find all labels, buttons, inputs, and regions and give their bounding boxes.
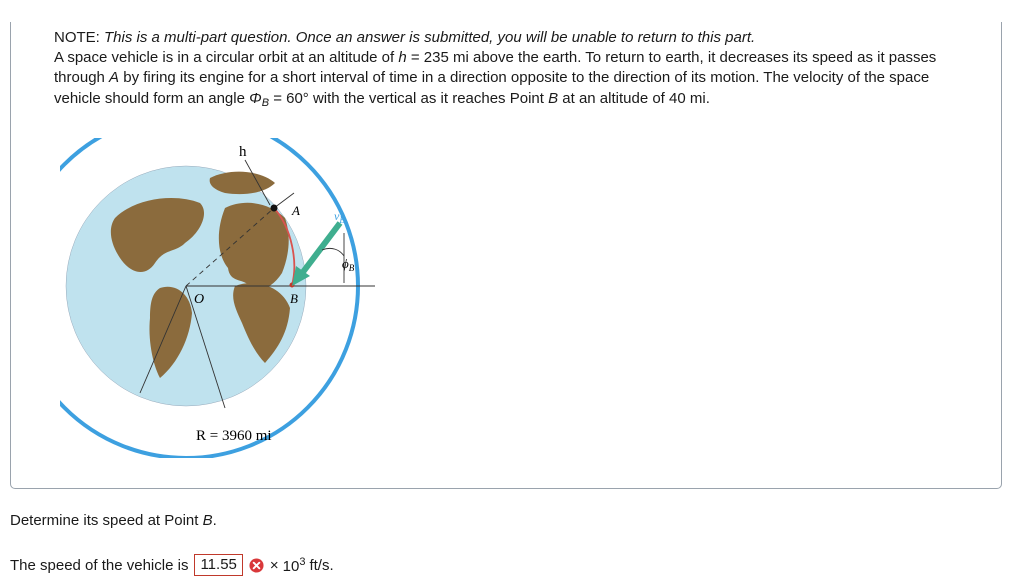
power-expression: $10^3$ xyxy=(282,555,306,575)
orbit-figure xyxy=(60,138,390,463)
answer-row xyxy=(10,554,334,576)
h-arrow-line xyxy=(274,193,294,208)
unit-label: ft/s. xyxy=(309,556,334,574)
label-h: h xyxy=(239,144,247,160)
incorrect-icon xyxy=(249,558,264,573)
problem-statement: NOTE: This is a multi-part question. Once an answer is submitted, you will be unable to return to this part. A space vehicle is in a circular orbit at an altitude of h = 235 mi above the earth. To return to earth, it decreases its speed as it passes through A by firing its engine for a short interval of time in a direction opposite to the direction of its motion. The velocity of the space vehicle should form an angle $\Phi_B = 60^\circ$ with the vertical as it reaches Point B at an altitude of 40 mi. xyxy=(54,29,937,109)
note-label: NOTE: xyxy=(54,29,100,46)
greenland-shape xyxy=(210,172,275,194)
answer-prefix: The speed of the vehicle is xyxy=(10,556,189,574)
label-o: O xyxy=(194,292,205,307)
point-a-marker xyxy=(271,205,278,212)
note-warning: This is a multi-part question. Once an answer is submitted, you will be unable to return to this part. xyxy=(104,29,756,46)
angle-arc xyxy=(322,248,344,256)
label-radius: R = 3960 mi xyxy=(196,428,272,444)
label-a: A xyxy=(292,203,300,218)
label-phib: $\phi_B$ xyxy=(342,256,355,273)
orbit-diagram xyxy=(60,138,390,458)
answer-input[interactable]: 11.55 xyxy=(194,554,242,576)
label-b: B xyxy=(290,291,298,306)
part-question: Determine its speed at Point B. xyxy=(10,512,217,529)
label-vb: $v_B$ xyxy=(334,209,345,225)
velocity-arrow-shaft xyxy=(300,223,340,276)
times-symbol: × xyxy=(269,556,279,574)
